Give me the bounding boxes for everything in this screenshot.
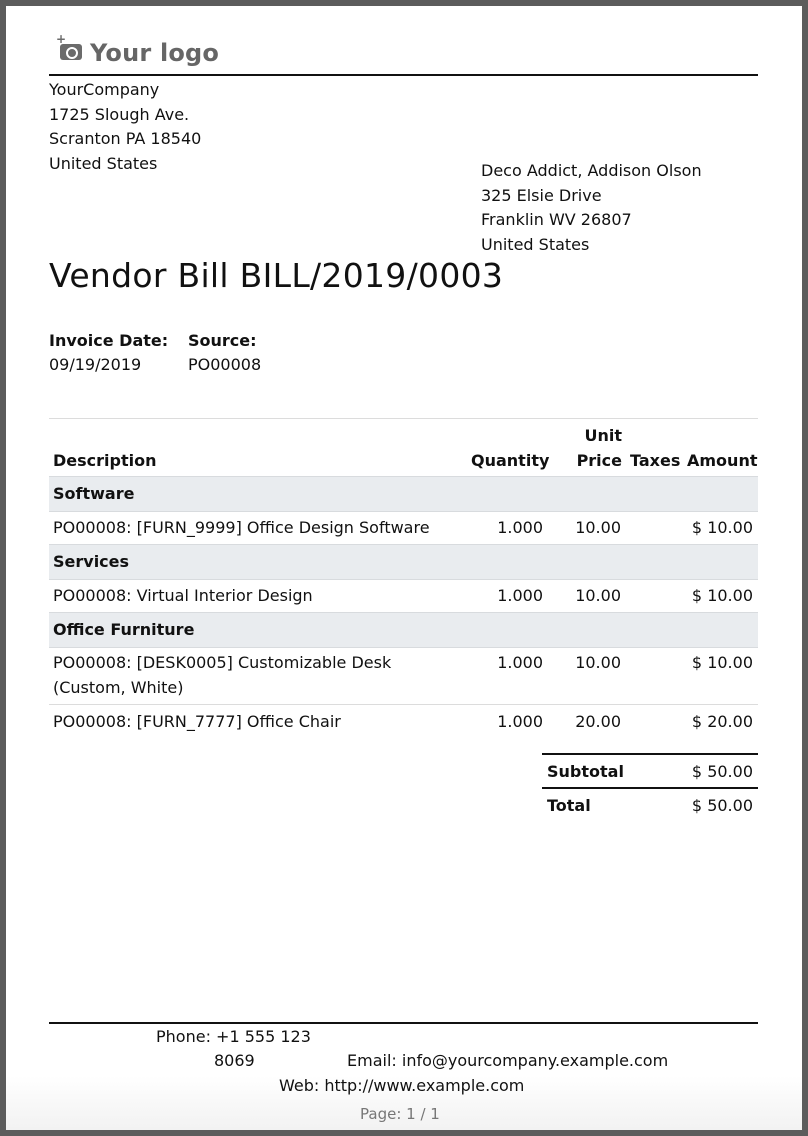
row-divider [49, 704, 758, 705]
line-description: PO00008: [FURN_9999] Office Design Software [53, 518, 430, 537]
header-taxes: Taxes [630, 451, 681, 470]
section-row [49, 476, 758, 512]
invoice-date-value: 09/19/2019 [49, 355, 142, 374]
partner-address [481, 159, 702, 258]
line-quantity: 1.000 [497, 518, 543, 537]
line-description: PO00008: [FURN_7777] Office Chair [53, 712, 341, 731]
partner-name: Deco Addict, Addison Olson [481, 161, 702, 180]
line-amount: $ 10.00 [691, 653, 753, 672]
company-logo [60, 39, 219, 67]
section-software: Software [53, 484, 135, 503]
section-row [49, 544, 758, 580]
source-value: PO00008 [188, 355, 262, 374]
company-street: 1725 Slough Ave. [49, 104, 190, 124]
camera-icon [60, 44, 82, 60]
line-description-variant: (Custom, White) [53, 678, 184, 697]
company-country: United States [49, 154, 158, 174]
total-value: $ 50.00 [691, 796, 753, 815]
line-quantity: 1.000 [497, 712, 543, 731]
subtotal-label: Subtotal [547, 762, 624, 781]
invoice-date-label: Invoice Date: [49, 331, 169, 350]
partner-country: United States [481, 235, 590, 255]
logo-text: Your logo [90, 39, 220, 67]
partner-street: 325 Elsie Drive [481, 185, 602, 205]
line-quantity: 1.000 [497, 586, 543, 605]
partner-city: Franklin WV 26807 [481, 210, 632, 230]
header-description: Description [53, 451, 157, 470]
company-city: Scranton PA 18540 [49, 129, 202, 149]
company-address [49, 78, 201, 177]
page-number: Page: 1 / 1 [360, 1105, 440, 1123]
line-unit-price: 10.00 [575, 586, 621, 605]
footer-web: Web: http://www.example.com [279, 1076, 525, 1095]
total-label: Total [547, 796, 591, 815]
header-amount: Amount [687, 451, 758, 470]
header-divider [49, 74, 758, 76]
header-quantity: Quantity [471, 451, 550, 470]
company-name: YourCompany [49, 80, 160, 99]
section-services: Services [53, 552, 130, 571]
line-description: PO00008: [DESK0005] Customizable Desk [53, 653, 392, 672]
line-unit-price: 10.00 [575, 653, 621, 672]
line-unit-price: 20.00 [575, 712, 621, 731]
line-amount: $ 10.00 [691, 586, 753, 605]
footer-phone-line1: Phone: +1 555 123 [156, 1027, 311, 1046]
document-title: Vendor Bill BILL/2019/0003 [49, 256, 504, 295]
line-amount: $ 20.00 [691, 712, 753, 731]
footer-divider [49, 1022, 758, 1024]
header-unit-price-line2: Price [576, 451, 622, 470]
line-unit-price: 10.00 [575, 518, 621, 537]
subtotal-value: $ 50.00 [691, 762, 753, 781]
footer-email: Email: info@yourcompany.example.com [347, 1051, 669, 1070]
subtotal-divider [542, 753, 758, 755]
footer-phone-line2: 8069 [214, 1051, 255, 1070]
header-unit-price-line1: Unit [584, 426, 622, 445]
line-amount: $ 10.00 [691, 518, 753, 537]
line-description: PO00008: Virtual Interior Design [53, 586, 313, 605]
table-top-border [49, 418, 758, 419]
total-divider [542, 787, 758, 789]
document-page [6, 6, 802, 1130]
section-office-furniture: Office Furniture [53, 620, 195, 639]
line-quantity: 1.000 [497, 653, 543, 672]
source-label: Source: [188, 331, 257, 350]
